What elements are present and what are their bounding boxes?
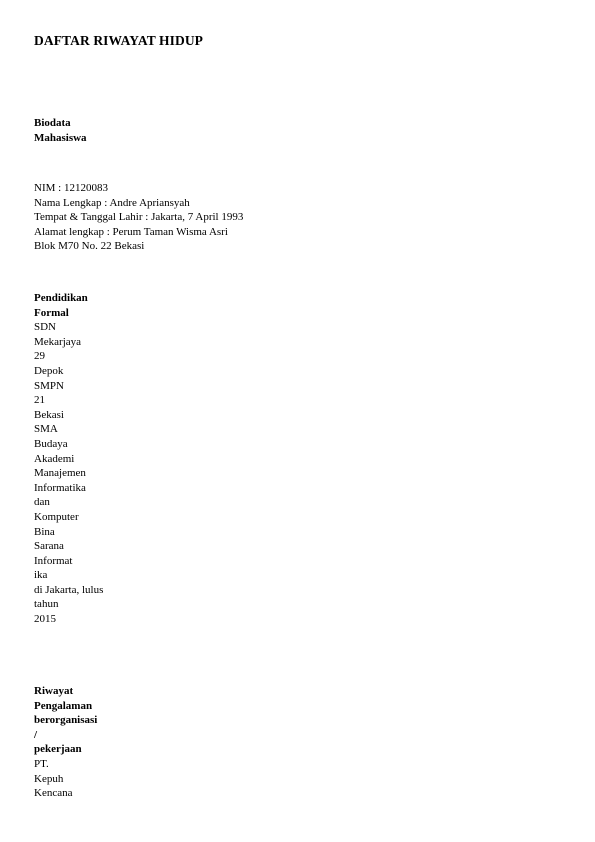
nim-line: NIM : 12120083 [34, 182, 108, 194]
education-line: Bina [34, 525, 55, 538]
education-line: 21 [34, 394, 45, 407]
education-line: dan [34, 496, 50, 509]
education-line: Mekarjaya [34, 335, 82, 348]
education-line: Depok [34, 364, 64, 377]
education-line: Bekasi [34, 408, 64, 421]
biodata-heading-line: Biodata [34, 117, 71, 129]
biodata-heading-line: Mahasiswa [34, 131, 87, 144]
experience-line: Kencana [34, 787, 73, 800]
experience-heading-line: pekerjaan [34, 743, 82, 756]
identity-section [34, 181, 243, 254]
address-line: Alamat lengkap : Perum Taman Wisma Asri [34, 225, 228, 238]
experience-line: PT. [34, 757, 49, 770]
education-line: Manajemen [34, 467, 86, 480]
education-line: di Jakarta, lulus [34, 583, 104, 596]
education-heading-line: Formal [34, 306, 69, 319]
education-line: SMA [34, 423, 58, 436]
experience-heading-line: Pengalaman [34, 699, 93, 712]
birth-place-date-line: Tempat & Tanggal Lahir : Jakarta, 7 April 1993 [34, 211, 244, 224]
education-line: ika [34, 569, 48, 582]
experience-heading-line: berorganisasi [34, 714, 98, 727]
education-line: 29 [34, 350, 45, 363]
education-section [34, 291, 103, 627]
experience-line: Kepuh [34, 772, 64, 785]
education-line: SMPN [34, 379, 64, 392]
education-line: Sarana [34, 540, 64, 553]
experience-heading-line: / [34, 728, 38, 741]
document-title: DAFTAR RIWAYAT HIDUP [34, 33, 204, 48]
education-line: Informatika [34, 481, 86, 494]
experience-section [34, 684, 97, 801]
education-line: SDN [34, 321, 57, 334]
education-line: Budaya [34, 437, 68, 450]
address-line: Blok M70 No. 22 Bekasi [34, 240, 145, 253]
full-name-line: Nama Lengkap : Andre Apriansyah [34, 196, 190, 209]
education-line: Akademi [34, 452, 75, 465]
education-line: tahun [34, 598, 59, 611]
education-line: Informat [34, 554, 73, 567]
education-heading-line: Pendidikan [34, 292, 88, 304]
education-line: Komputer [34, 510, 79, 523]
biodata-section [34, 116, 87, 145]
experience-heading-line: Riwayat [34, 685, 74, 697]
education-line: 2015 [34, 613, 56, 626]
